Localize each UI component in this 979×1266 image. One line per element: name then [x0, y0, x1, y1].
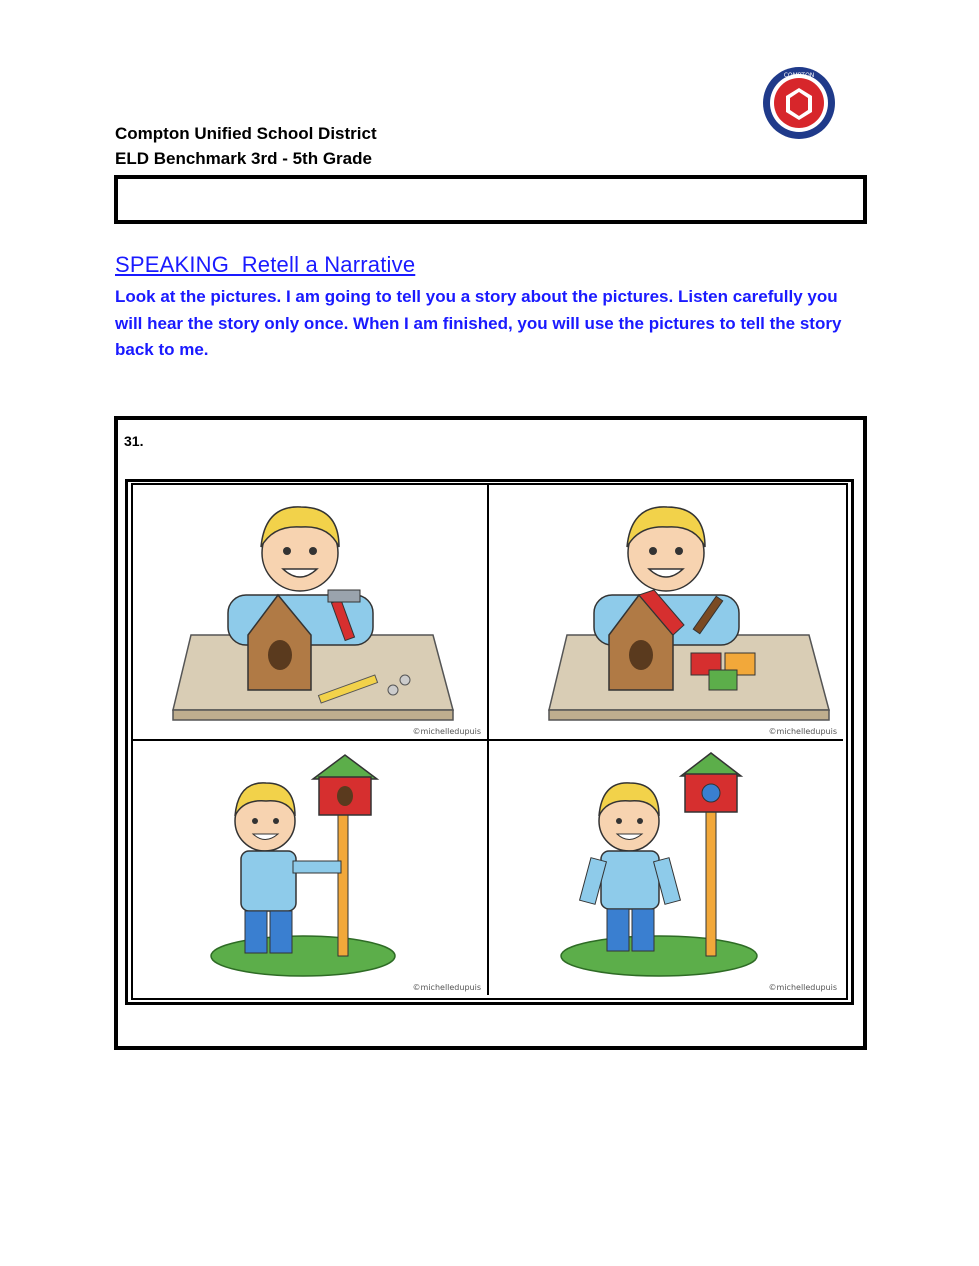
panel-credit: ©michelledupuis — [412, 727, 481, 736]
panel-painting-birdhouse — [489, 485, 843, 739]
section-title: SPEAKING Retell a Narrative — [115, 252, 416, 277]
panel-credit: ©michelledupuis — [768, 983, 837, 992]
panel-credit: ©michelledupuis — [768, 727, 837, 736]
panel-credit: ©michelledupuis — [412, 983, 481, 992]
svg-text:COMPTON: COMPTON — [783, 72, 815, 79]
district-name: Compton Unified School District — [115, 124, 377, 143]
panel-planting-birdhouse — [133, 741, 487, 995]
panel-building-birdhouse — [133, 485, 487, 739]
name-entry-box[interactable] — [114, 175, 867, 224]
benchmark-title: ELD Benchmark 3rd - 5th Grade — [115, 149, 372, 168]
district-logo — [762, 66, 836, 140]
panel-bird-in-house — [489, 741, 843, 995]
question-number: 31. — [124, 433, 144, 449]
instructions: Look at the pictures. I am going to tell you a story about the pictures. Listen carefully you will hear the story only once. When I am finished, you will use the pictures to tell the story back to me. — [115, 287, 842, 359]
panel-divider-horizontal — [133, 739, 843, 741]
